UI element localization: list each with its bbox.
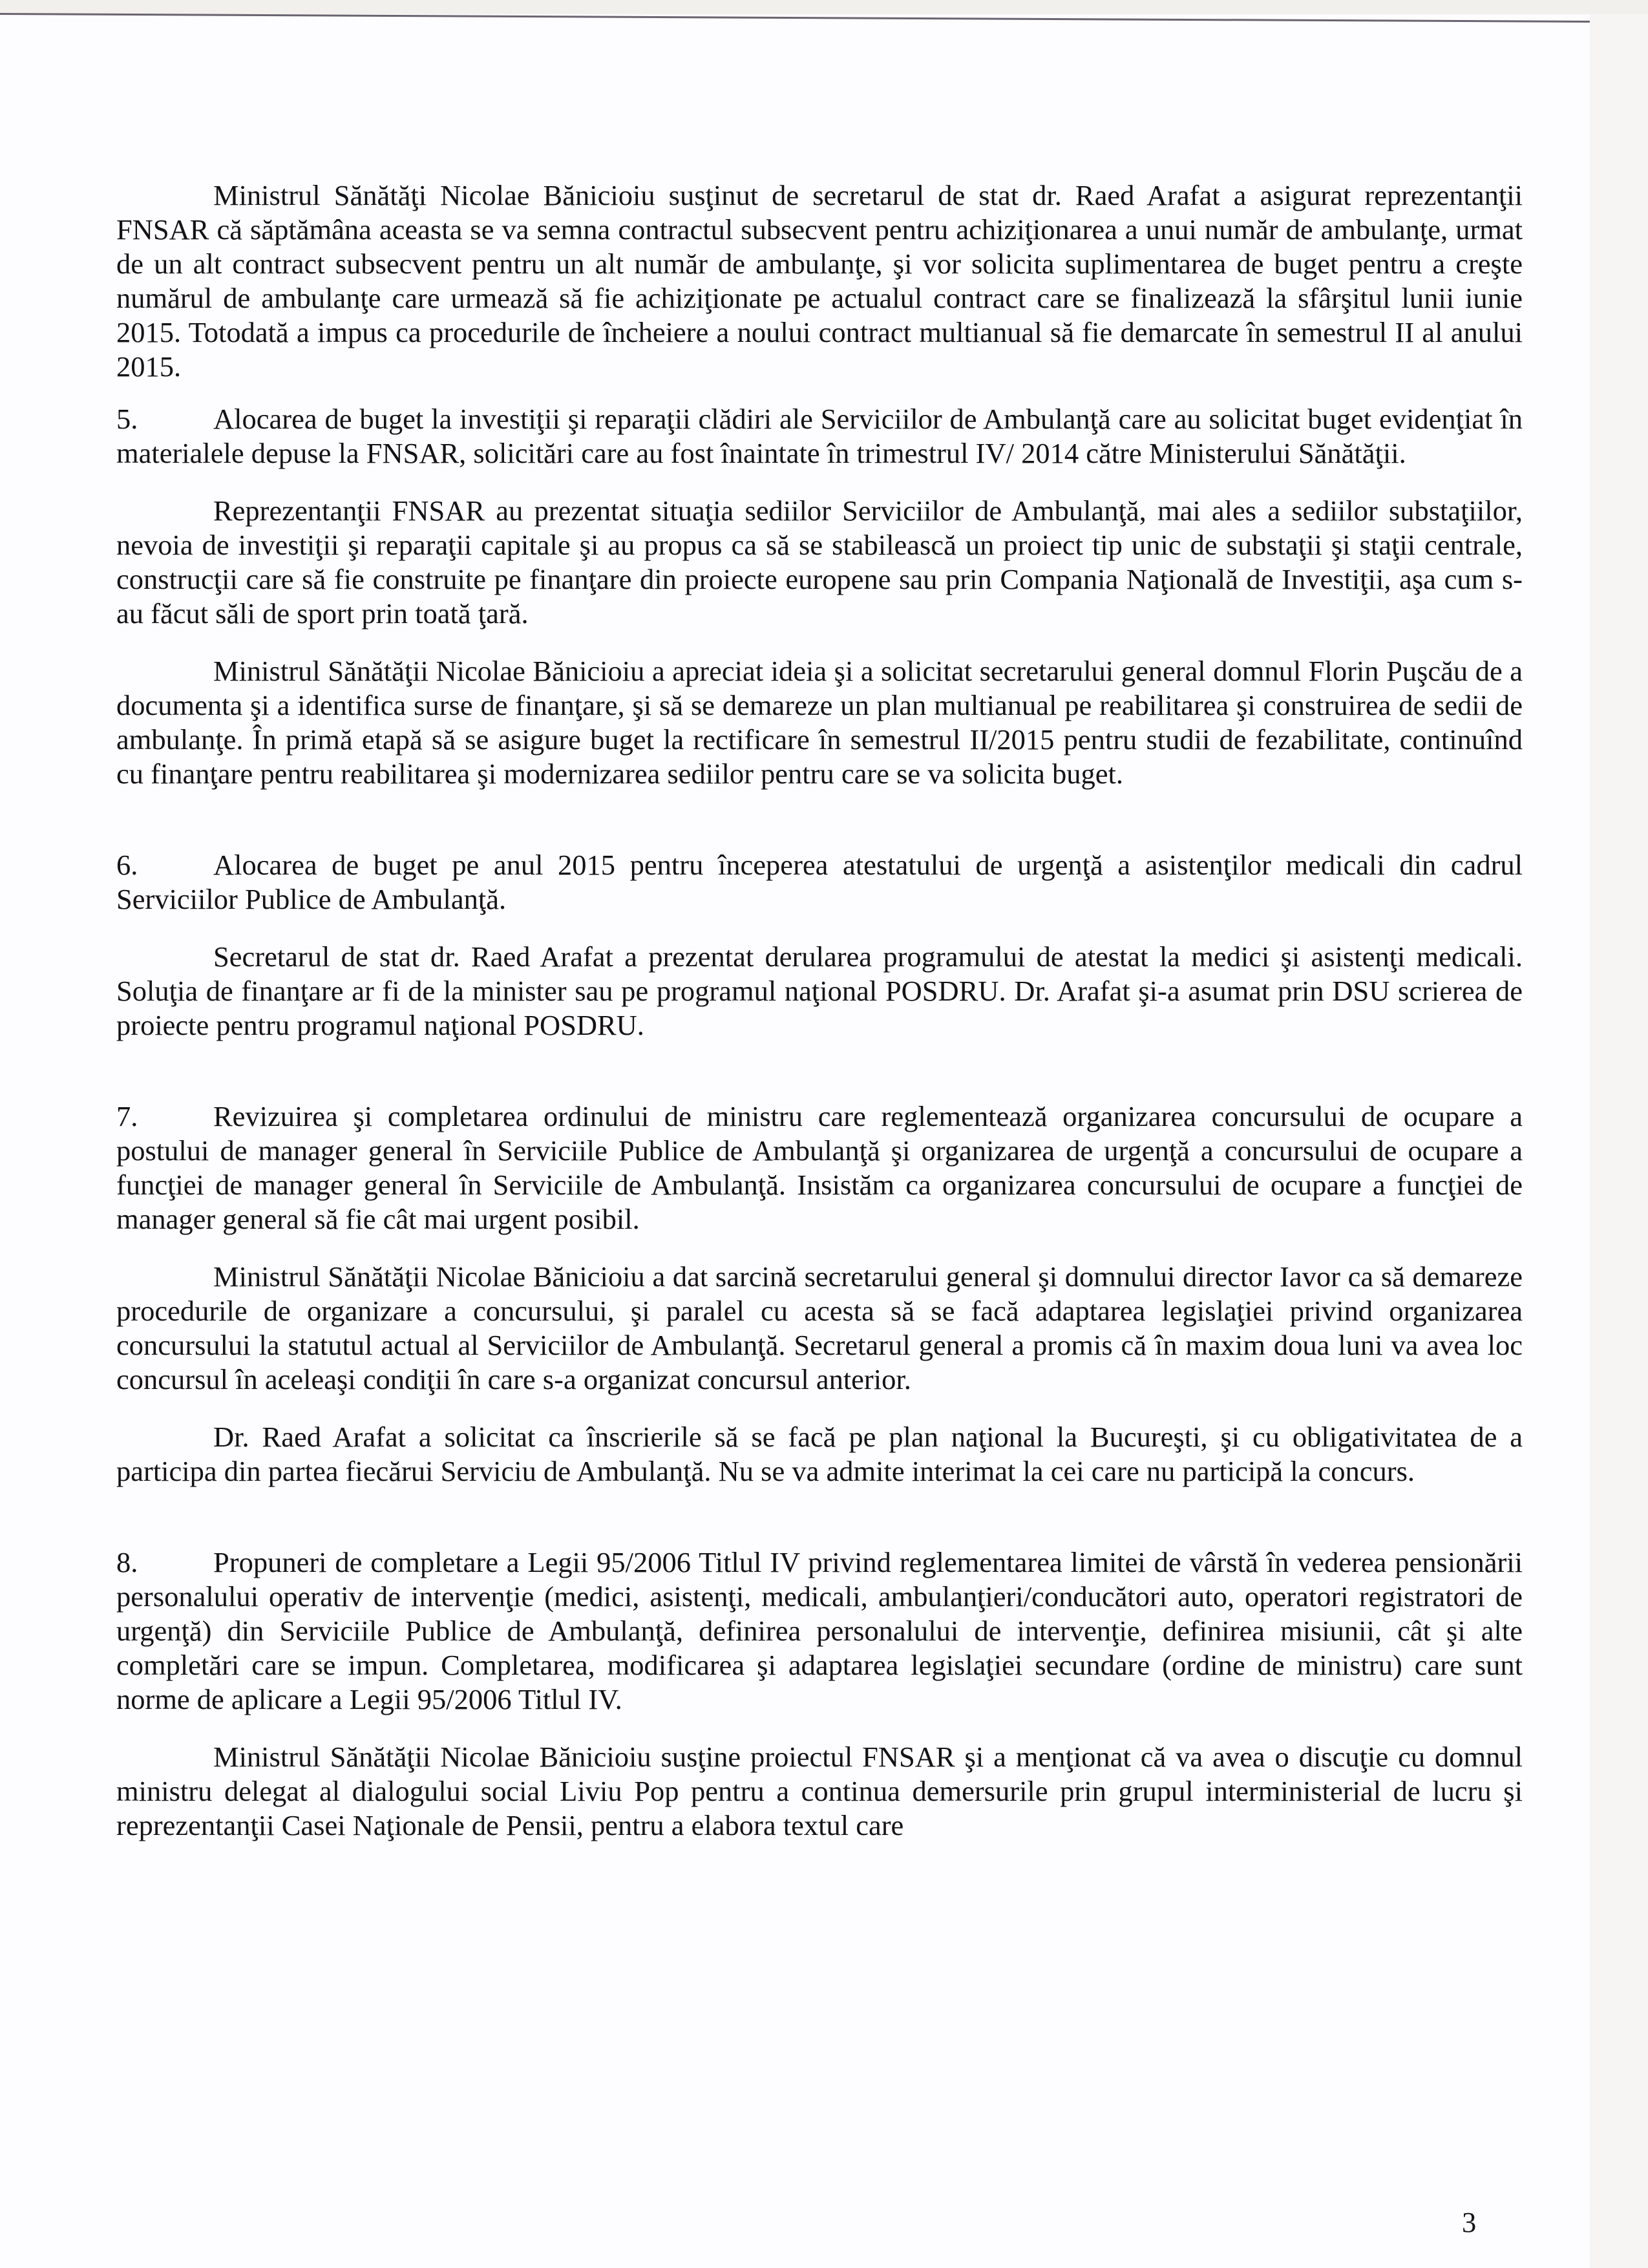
agenda-item-8 [116, 1545, 1523, 1717]
document-body [116, 178, 1523, 1843]
item-text: Alocarea de buget la investiţii şi reparaţii clădiri ale Serviciilor de Ambulanţă care au solicitat buget evidenţiat în materialele depuse la FNSAR, solicitări care au fost înaintate în trimestrul IV/ 2014 către Ministerului Sănătăţii. [116, 403, 1523, 469]
item-number: 5. [116, 403, 138, 435]
scan-paper-edge [0, 13, 1590, 23]
item-text: Propuneri de completare a Legii 95/2006 Titlul IV privind reglementarea limitei de vârstă în vederea pensionării personalului operativ de intervenţie (medici, asistenţi, medicali, ambulanţieri/conducători auto, operatori registratori de urgenţă) din Serviciile Publice de Ambulanţă, definirea personalului de intervenţie, definirea misiunii, cât şi alte completări care se impun. Completarea, modificarea şi adaptarea legislaţiei secundare (ordine de ministru) care sunt norme de aplicare a Legii 95/2006 Titlul IV. [116, 1546, 1523, 1715]
item-number: 7. [116, 1100, 138, 1132]
agenda-item-7 [116, 1099, 1523, 1236]
scan-top-margin [0, 0, 1648, 14]
item-number: 8. [116, 1546, 138, 1578]
item-text: Alocarea de buget pe anul 2015 pentru începerea atestatului de urgenţă a asistenţilor medicali din cadrul Serviciilor Publice de Ambulanţă. [116, 849, 1523, 915]
agenda-item-5 [116, 402, 1523, 471]
paragraph-minister-funding: Ministrul Sănătăţii Nicolae Bănicioiu a apreciat ideia şi a solicitat secretarului general domnul Florin Puşcău de a documenta şi a identifica surse de finanţare, şi să se demareze un plan multianual pe reabilitarea şi construirea de sedii de ambulanţe. În primă etapă să se asigure buget la rectificare în semestrul II/2015 pentru studii de fezabilitate, continuînd cu finanţare pentru reabilitarea şi modernizarea sediilor pentru care se va solicita buget. [116, 655, 1523, 790]
item-text: Revizuirea şi completarea ordinului de ministru care reglementează organizarea concursului de ocupare a postului de manager general în Serviciile Publice de Ambulanţă şi organizarea de urgenţă a concursului de ocupare a funcţiei de manager general în Serviciile de Ambulanţă. Insistăm ca organizarea concursului de ocupare a funcţiei de manager general să fie cât mai urgent posibil. [116, 1100, 1523, 1235]
page-number: 3 [1462, 2206, 1477, 2238]
agenda-item-6 [116, 848, 1523, 917]
scan-right-margin [1590, 14, 1648, 2268]
item-number: 6. [116, 849, 138, 881]
paragraph-minister-contest: Ministrul Sănătăţii Nicolae Bănicioiu a dat sarcină secretarului general şi domnului director Iavor ca să demareze procedurile de organizare a concursului, şi paralel cu acesta să se facă adaptarea legislaţiei privind organizarea concursului la statutul actual al Serviciilor de Ambulanţă. Secretarul general a promis că în maxim doua luni va avea loc concursul în aceleaşi condiţii în care s-a organizat concursul anterior. [116, 1260, 1523, 1395]
paragraph-minister-pensions: Ministrul Sănătăţii Nicolae Bănicioiu susţine proiectul FNSAR şi a menţionat că va avea o discuţie cu domnul ministru delegat al dialogului social Liviu Pop pentru a continua demersurile prin grupul interministerial de lucru şi reprezentanţii Casei Naţionale de Pensii, pentru a elabora textul care [116, 1741, 1523, 1841]
paragraph-arafat-registration: Dr. Raed Arafat a solicitat ca înscrierile să se facă pe plan naţional la Bucureşti, şi cu obligativitatea de a participa din partea fiecărui Serviciu de Ambulanţă. Nu se va admite interimat la cei care nu participă la concurs. [116, 1421, 1523, 1487]
paragraph-minister-ambulances: Ministrul Sănătăţi Nicolae Bănicioiu susţinut de secretarul de stat dr. Raed Arafat a asigurat reprezentanţii FNSAR că săptămâna aceasta se va semna contractul subsecvent pentru achiziţionarea a unui număr de ambulanţe, urmat de un alt contract subsecvent pentru un alt număr de ambulanţe, şi vor solicita suplimentarea de buget pentru a creşte numărul de ambulanţe care urmează să fie achiziţionate pe actualul contract care se finalizează la sfârşitul lunii iunie 2015. Totodată a impus ca procedurile de încheiere a noului contract multianual să fie demarcate în semestrul II al anului 2015. [116, 179, 1523, 383]
paragraph-arafat-atestat: Secretarul de stat dr. Raed Arafat a prezentat derularea programului de atestat la medici şi asistenţi medicali. Soluţia de finanţare ar fi de la minister sau pe programul naţional POSDRU. Dr. Arafat şi-a asumat prin DSU scrierea de proiecte pentru programul naţional POSDRU. [116, 940, 1523, 1041]
paragraph-fnsar-headquarters: Reprezentanţii FNSAR au prezentat situaţia sediilor Serviciilor de Ambulanţă, mai ales a sediilor substaţiilor, nevoia de investiţii şi reparaţii capitale şi au propus ca să se stabilească un proiect tip unic de substaţii şi staţii centrale, construcţii care să fie construite pe finanţare din proiecte europene sau prin Compania Naţională de Investiţii, aşa cum s-au făcut săli de sport prin toată ţară. [116, 494, 1523, 630]
